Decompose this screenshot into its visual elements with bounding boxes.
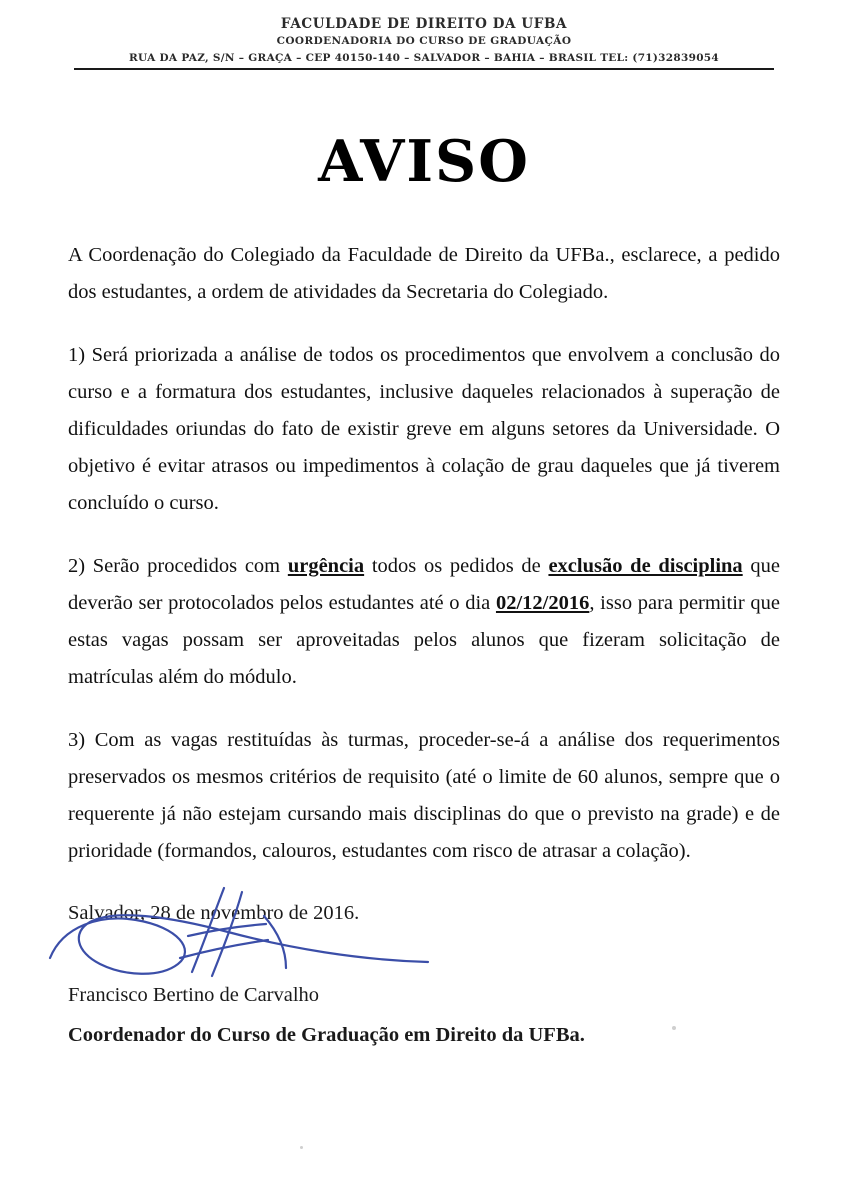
signature-name: Francisco Bertino de Carvalho — [68, 984, 320, 1006]
signature-role: Coordenador do Curso de Graduação em Direito da UFBa. — [68, 1024, 585, 1046]
signature-date: Salvador, 28 de novembro de 2016. — [68, 902, 360, 924]
letterhead — [0, 0, 848, 70]
scan-speck — [300, 1146, 303, 1149]
document-body — [68, 195, 780, 870]
item2-emphasis-date: 02/12/2016 — [495, 592, 590, 614]
item2-emphasis-urgencia: urgência — [287, 555, 365, 577]
letterhead-institution: FACULDADE DE DIREITO DA UFBA — [280, 16, 568, 32]
letterhead-address: RUA DA PAZ, S/N – GRAÇA – CEP 40150-140 – SALVADOR – BAHIA – BRASIL TEL: (71)32839054 — [128, 52, 720, 64]
page-title: AVISO — [318, 128, 530, 195]
paragraph-item-2 — [68, 548, 780, 696]
scan-speck — [672, 1026, 676, 1030]
item2-text-b: todos os pedidos de — [364, 555, 549, 577]
letterhead-department: COORDENADORIA DO CURSO DE GRADUAÇÃO — [276, 35, 572, 47]
letterhead-divider — [74, 68, 774, 70]
item2-text-a: 2) Serão procedidos com — [68, 555, 288, 577]
paragraph-intro: A Coordenação do Colegiado da Faculdade de Direito da UFBa., esclarece, a pedido dos estudantes, a ordem de atividades da Secretaria do Colegiado. — [68, 244, 780, 303]
item2-text-c: que deverão ser protocolados pelos estudantes até o dia — [68, 555, 780, 614]
paragraph-item-1: 1) Será priorizada a análise de todos os procedimentos que envolvem a conclusão do curso e a formatura dos estudantes, inclusive daqueles relacionados à superação de dificuldades oriundas do fato de existir greve em alguns setores da Universidade. O objetivo é evitar atrasos ou impedimentos à colação de grau daqueles que já tiverem concluído o curso. — [68, 344, 780, 514]
paragraph-item-3: 3) Com as vagas restituídas às turmas, proceder-se-á a análise dos requerimentos preservados os mesmos critérios de requisito (até o limite de 60 alunos, sempre que o requerente já não estejam cursando mais disciplinas do que o previsto na grade) e de prioridade (formandos, calouros, estudantes com risco de atrasar a colação). — [68, 729, 780, 862]
item2-emphasis-exclusao-disciplina: exclusão de disciplina — [548, 555, 743, 577]
item2-text-d: , isso para permitir que estas vagas possam ser aproveitadas pelos alunos que fizeram solicitação de matrículas além do módulo. — [68, 592, 781, 688]
